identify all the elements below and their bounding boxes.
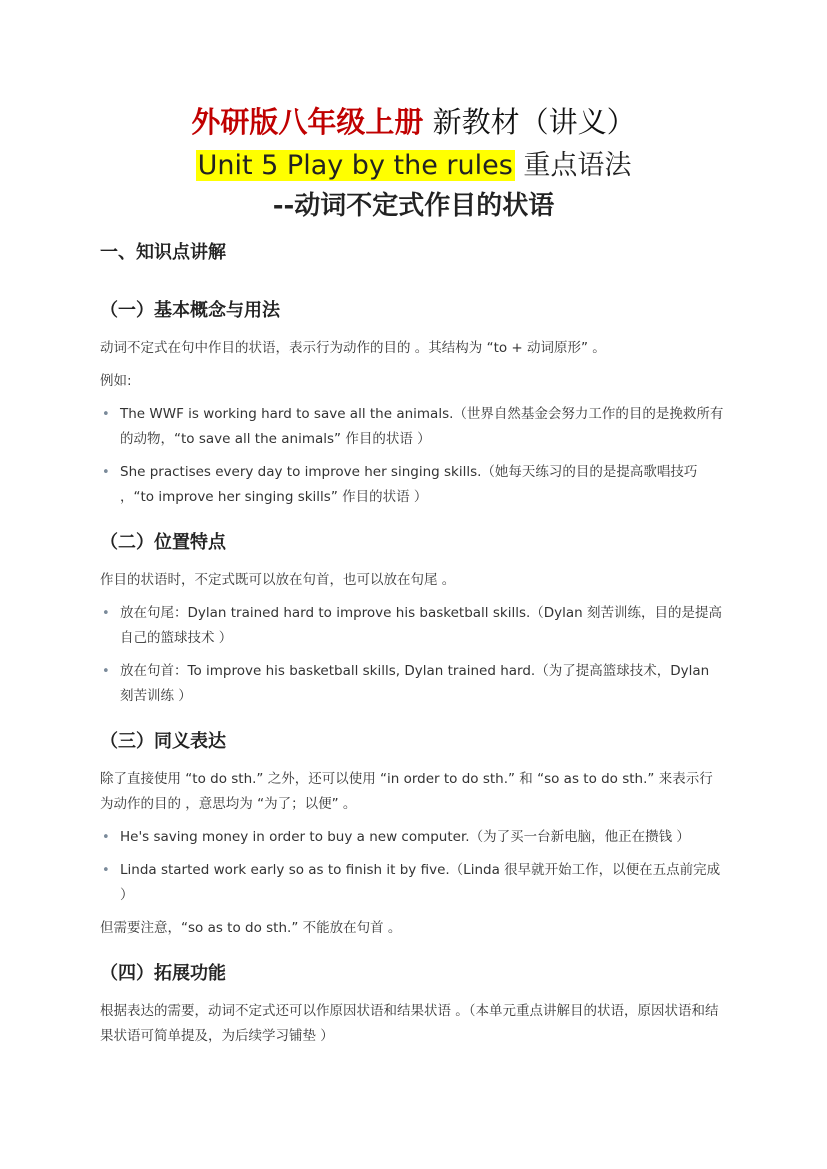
section-heading: （二）位置特点 xyxy=(100,532,226,553)
title-line-1 xyxy=(0,100,827,144)
section-synonyms xyxy=(100,727,725,941)
section-heading: （四）拓展功能 xyxy=(100,963,226,984)
list-item xyxy=(100,825,725,850)
title-line-2 xyxy=(0,146,827,186)
title-block xyxy=(0,100,827,226)
section-extension xyxy=(100,959,725,1049)
bullet-icon: • xyxy=(102,863,110,878)
paragraph: 作目的状语时，不定式既可以放在句首，也可以放在句尾 。 xyxy=(100,572,456,588)
bullet-icon: • xyxy=(102,664,110,679)
unit-title-highlight: Unit 5 Play by the rules xyxy=(197,150,513,181)
list-item-text: The WWF is working hard to save all the animals.（世界自然基金会努力工作的目的是挽救所有的动物，“to save all the animals” 作目的状语 ） xyxy=(120,406,724,447)
unit-subtitle: 重点语法 xyxy=(514,150,632,181)
title-line-3: --动词不定式作目的状语 xyxy=(272,191,555,221)
list-item xyxy=(100,460,725,510)
paragraph: 除了直接使用 “to do sth.” 之外，还可以使用 “in order to do sth.” 和 “so as to do sth.” 来表示行为动作的目的 ，意思均为 “为了；以便” 。 xyxy=(100,771,713,812)
note-paragraph: 但需要注意，“so as to do sth.” 不能放在句首 。 xyxy=(100,920,402,936)
bullet-list xyxy=(100,601,725,709)
section-basic xyxy=(100,296,725,510)
list-item xyxy=(100,601,725,651)
paragraph: 例如: xyxy=(100,373,132,389)
title-series: 外研版八年级上册 xyxy=(191,105,424,139)
paragraph: 动词不定式在句中作目的状语，表示行为动作的目的 。其结构为 “to + 动词原形” 。 xyxy=(100,340,606,356)
bullet-list xyxy=(100,402,725,510)
title-material: 新教材（讲义） xyxy=(423,105,636,139)
list-item-text: He's saving money in order to buy a new computer.（为了买一台新电脑，他正在攒钱 ） xyxy=(120,829,690,845)
section-heading: （一）基本概念与用法 xyxy=(100,300,280,321)
bullet-list xyxy=(100,825,725,908)
paragraph: 根据表达的需要，动词不定式还可以作原因状语和结果状语 。（本单元重点讲解目的状语，原因状语和结果状语可简单提及，为后续学习铺垫 ） xyxy=(100,1003,719,1044)
bullet-icon: • xyxy=(102,830,110,845)
list-item-text: She practises every day to improve her singing skills.（她每天练习的目的是提高歌唱技巧 ，“to improve her singing skills” 作目的状语 ） xyxy=(120,464,698,505)
list-item xyxy=(100,402,725,452)
list-item-text: 放在句首：To improve his basketball skills, Dylan trained hard.（为了提高篮球技术，Dylan 刻苦训练 ） xyxy=(120,663,710,704)
bullet-icon: • xyxy=(102,606,110,621)
content xyxy=(100,238,725,1057)
bullet-icon: • xyxy=(102,407,110,422)
list-item-text: Linda started work early so as to finish it by five.（Linda 很早就开始工作，以便在五点前完成 ） xyxy=(120,862,721,903)
main-heading: 一、知识点讲解 xyxy=(100,242,226,263)
bullet-icon: • xyxy=(102,465,110,480)
list-item xyxy=(100,659,725,709)
section-heading: （三）同义表达 xyxy=(100,731,226,752)
section-position xyxy=(100,528,725,709)
list-item-text: 放在句尾：Dylan trained hard to improve his basketball skills.（Dylan 刻苦训练，目的是提高自己的篮球技术 ） xyxy=(120,605,723,646)
list-item xyxy=(100,858,725,908)
